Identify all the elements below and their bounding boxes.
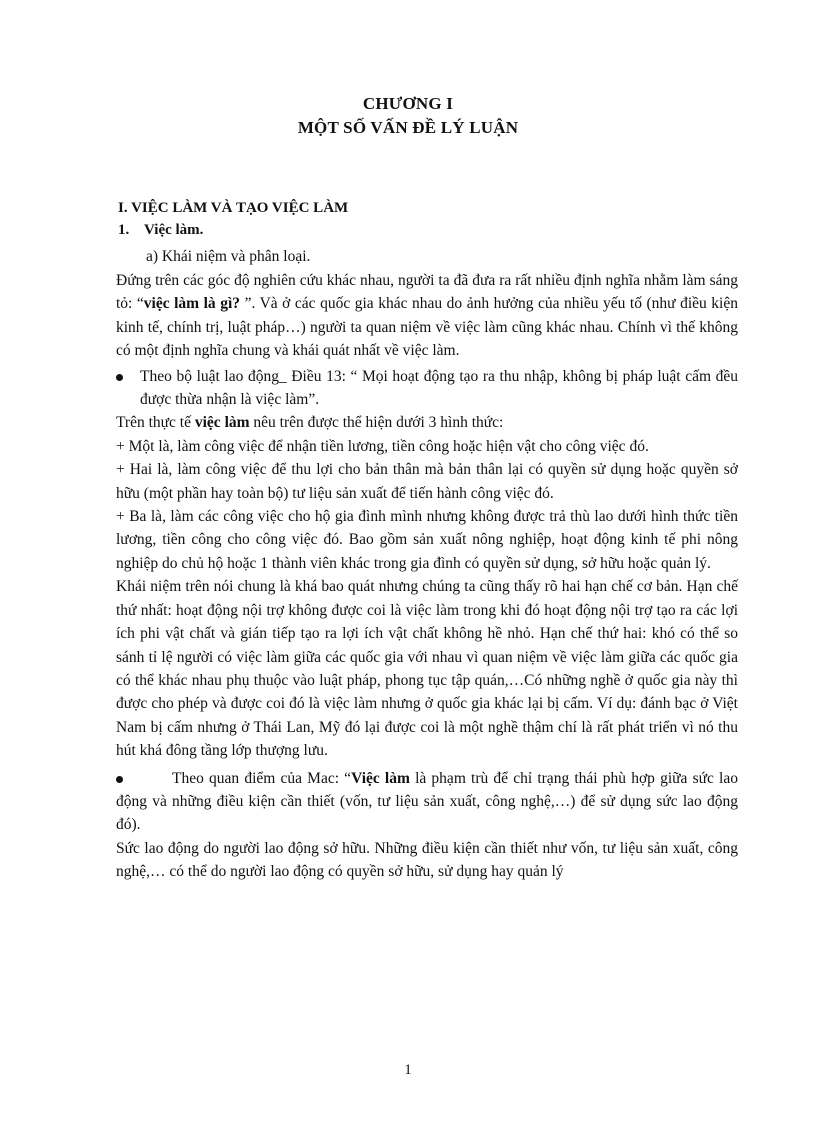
para1-start: Đứng trên các góc độ nghiên cứu khác nhau, người ta đã đưa ra rất nhiều định nghĩa nhằm làm sáng tỏ: “ — [116, 272, 738, 313]
bullet-dot-icon — [116, 776, 123, 783]
bullet-dot-icon — [116, 374, 123, 381]
bullet2-bold: Việc làm — [351, 769, 410, 787]
paragraph-forms-intro — [116, 411, 738, 434]
item-a: a) Khái niệm và phân loại. — [146, 248, 311, 265]
subsection-number: 1. — [118, 222, 130, 238]
bullet2-end: là phạm trù để chỉ trạng thái phù hợp giữa sức lao động và những điều kiện cần thiết (vốn, tư liệu sản xuất, công nghệ,…) để sử dụng sức lao động đó). — [116, 769, 738, 834]
forms-intro-bold: việc làm — [194, 414, 250, 432]
bullet2-start: Theo quan điểm của Mac: “ — [172, 769, 352, 787]
bullet-law-text: Theo bộ luật lao động_ Điều 13: “ Mọi hoạt động tạo ra thu nhập, không bị pháp luật cấm đều được thừa nhận là việc làm”. — [140, 367, 738, 409]
form-item-2: + Hai là, làm công việc để thu lợi cho bản thân mà bản thân lại có quyền sử dụng hoặc quyền sở hữu (một phần hay toàn bộ) tư liệu sản xuất để tiến hành công việc đó. — [116, 461, 738, 502]
form-item-1: + Một là, làm công việc để nhận tiền lương, tiền công hoặc hiện vật cho công việc đó. — [116, 437, 649, 455]
form-item-3: + Ba là, làm các công việc cho hộ gia đình mình nhưng không được trả thù lao dưới hình thức tiền lương, tiền công cho công việc đó. Bao gồm sản xuất nông nghiệp, hoạt động kinh tế phi nông nghiệp do chủ hộ hoặc 1 thành viên khác trong gia đình có quyền sử dụng, sở hữu hoặc quản lý. — [116, 508, 738, 572]
section-heading: I. VIỆC LÀM VÀ TẠO VIỆC LÀM — [118, 200, 349, 216]
forms-intro-start: Trên thực tế — [116, 414, 195, 432]
paragraph-definition — [116, 269, 738, 363]
chapter-title: MỘT SỐ VẤN ĐỀ LÝ LUẬN — [297, 118, 519, 137]
bullet-law — [116, 365, 738, 412]
bullet-marx — [116, 767, 738, 837]
subsection-title: Việc làm. — [144, 222, 204, 238]
page-number: 1 — [404, 1062, 412, 1078]
paragraph-limitations: Khái niệm trên nói chung là khá bao quát nhưng chúng ta cũng thấy rõ hai hạn chế cơ bản. Hạn chế thứ nhất: hoạt động nội trợ không được coi là việc làm trong khi đó hoạt động nội trợ tạo ra các lợi ích phi vật chất và gián tiếp tạo ra lợi ích vật chất không hề nhỏ. Hạn chế thứ hai: khó có thể so sánh tỉ lệ người có việc làm giữa các quốc gia với nhau vì quan niệm về việc làm giữa các quốc gia có thể khác nhau phụ thuộc vào luật pháp, phong tục tập quán,…Có những nghề ở quốc gia này thì được cho phép và được coi đó là việc làm nhưng ở quốc gia khác lại bị cấm. Ví dụ: đánh bạc ở Việt Nam bị cấm nhưng ở Thái Lan, Mỹ đó lại được coi là một nghề thậm chí là rất phát triển vì nó thu hút khá đông tầng lớp thượng lưu. — [116, 578, 738, 760]
body-content — [116, 269, 738, 884]
paragraph-labor: Sức lao động do người lao động sở hữu. Những điều kiện cần thiết như vốn, tư liệu sản xuất, công nghệ,… có thể do người lao động có quyền sở hữu, sử dụng hay quản lý — [116, 839, 738, 881]
chapter-number: CHƯƠNG I — [362, 94, 454, 113]
para1-end: ”. Và ở các quốc gia khác nhau do ảnh hưởng của nhiều yếu tố (như điều kiện kinh tế, chính trị, luật pháp…) người ta quan niệm về việc làm cũng khác nhau. Chính vì thế không có một định nghĩa chung và khái quát nhất về việc làm. — [116, 295, 738, 360]
para1-bold: việc làm là gì? — [143, 295, 245, 313]
forms-intro-end: nêu trên được thể hiện dưới 3 hình thức: — [249, 414, 504, 432]
